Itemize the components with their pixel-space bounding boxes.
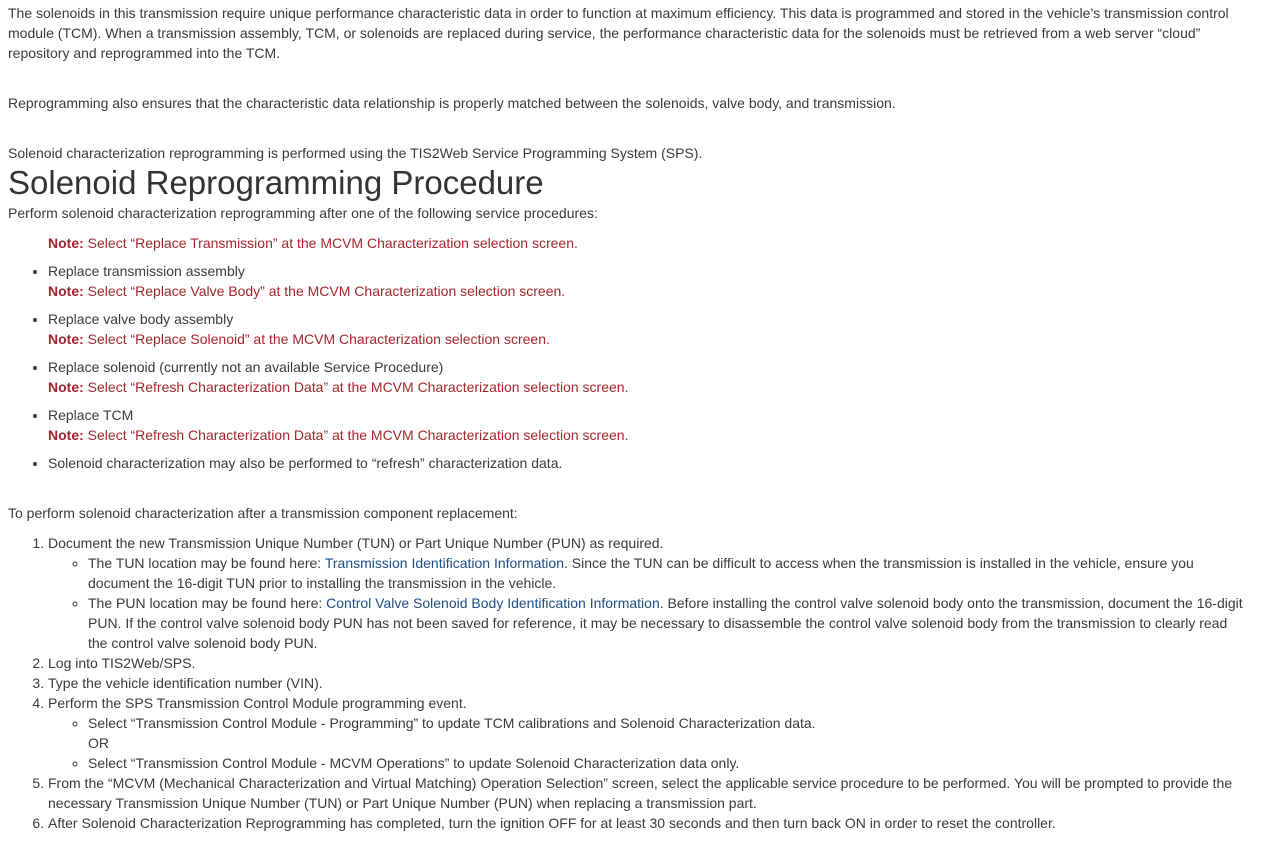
procedure-item-text: Replace TCM bbox=[48, 407, 134, 423]
step-1-sublist bbox=[48, 553, 1250, 653]
list-item bbox=[48, 261, 1250, 301]
or-text: OR bbox=[88, 735, 109, 751]
step-6: 6. After Solenoid Characterization Reprogramming has completed, turn the ignition OFF for at least 30 seconds and then turn back ON in order to reset the controller. bbox=[48, 813, 1250, 833]
tun-info-link[interactable]: Transmission Identification Information bbox=[324, 555, 564, 571]
step-1 bbox=[48, 533, 1250, 653]
procedure-note bbox=[48, 427, 628, 443]
procedure-item-text: Replace transmission assembly bbox=[48, 263, 245, 279]
sub-text: . Since the TUN can be difficult to access when the transmission is installed in the vehicle, ensure you document the 16-digit TUN prior to installing the transmission in the vehicle. bbox=[88, 555, 1194, 591]
sub-text: . Before installing the control valve solenoid body onto the transmission, document the 16-digit PUN. If the control valve solenoid body PUN has not been saved for reference, it may be necessary to disassemble the control valve solenoid body from the transmission to clearly read the control valve solenoid body PUN. bbox=[88, 595, 1243, 651]
intro-paragraph-3: Solenoid characterization reprogramming is performed using the TIS2Web Service Programming System (SPS). bbox=[8, 145, 703, 161]
step-2: 2. Log into TIS2Web/SPS. bbox=[48, 653, 1250, 673]
sub-text: The TUN location may be found here: bbox=[88, 555, 325, 571]
list-item: ◦ Select “Transmission Control Module - MCVM Operations” to update Solenoid Characterization data only. bbox=[88, 753, 1250, 773]
procedure-heading: Solenoid Reprogramming Procedure bbox=[8, 164, 544, 201]
note-label: Note: bbox=[48, 283, 84, 299]
pun-info-link[interactable]: Control Valve Solenoid Body Identification Information bbox=[326, 595, 660, 611]
step-4 bbox=[48, 693, 1250, 773]
note-text: Select “Replace Valve Body” at the MCVM Characterization selection screen. bbox=[87, 283, 566, 299]
procedure-note bbox=[48, 283, 565, 299]
list-item bbox=[88, 713, 1250, 753]
note-label: Note: bbox=[48, 331, 84, 347]
sub-text: The PUN location may be found here: bbox=[88, 595, 327, 611]
step-text: Document the new Transmission Unique Number (TUN) or Part Unique Number (PUN) as required. bbox=[48, 535, 664, 551]
lead-note bbox=[48, 233, 1250, 253]
note-label: Note: bbox=[48, 427, 84, 443]
intro-paragraph-1: The solenoids in this transmission require unique performance characteristic data in order to function at maximum efficiency. This data is programmed and stored in the vehicle’s transmission control module (TCM). When a transmission assembly, TCM, or solenoids are replaced during service, the performance characteristic data for the solenoids must be retrieved from a web server “cloud” repository and reprogrammed into the TCM. bbox=[8, 5, 1229, 61]
note-text: Select “Refresh Characterization Data” at the MCVM Characterization selection screen. bbox=[87, 379, 629, 395]
note-label: Note: bbox=[48, 235, 84, 251]
sub-text: Select “Transmission Control Module - Programming” to update TCM calibrations and Solenoid Characterization data. bbox=[88, 715, 816, 731]
procedure-note bbox=[48, 331, 550, 347]
list-item bbox=[48, 309, 1250, 349]
procedure-item-text: Replace solenoid (currently not an available Service Procedure) bbox=[48, 359, 444, 375]
procedure-lead: Perform solenoid characterization reprogramming after one of the following service procedures: bbox=[8, 205, 598, 221]
note-label: Note: bbox=[48, 379, 84, 395]
step-text: Perform the SPS Transmission Control Module programming event. bbox=[48, 695, 467, 711]
note-text: Select “Replace Solenoid” at the MCVM Characterization selection screen. bbox=[87, 331, 550, 347]
list-item bbox=[88, 553, 1250, 593]
intro-paragraph-2: Reprogramming also ensures that the characteristic data relationship is properly matched between the solenoids, valve body, and transmission. bbox=[8, 95, 896, 111]
step-4-sublist bbox=[48, 713, 1250, 773]
service-procedure-list bbox=[8, 261, 1250, 473]
note-text: Select “Replace Transmission” at the MCVM Characterization selection screen. bbox=[87, 235, 578, 251]
step-3: 3. Type the vehicle identification number (VIN). bbox=[48, 673, 1250, 693]
list-item bbox=[88, 593, 1250, 653]
list-item bbox=[48, 453, 1250, 473]
procedure-note bbox=[48, 379, 628, 395]
procedure-item-text: Solenoid characterization may also be performed to “refresh” characterization data. bbox=[48, 455, 563, 471]
steps-intro: To perform solenoid characterization after a transmission component replacement: bbox=[8, 505, 518, 521]
procedure-item-text: Replace valve body assembly bbox=[48, 311, 234, 327]
step-5: 5. From the “MCVM (Mechanical Characterization and Virtual Matching) Operation Selection” screen, select the applicable service procedure to be performed. You will be prompted to provide the necessary Transmission Unique Number (TUN) or Part Unique Number (PUN) when replacing a transmission part. bbox=[48, 773, 1250, 813]
list-item bbox=[48, 357, 1250, 397]
list-item bbox=[48, 405, 1250, 445]
steps-list bbox=[8, 533, 1250, 833]
note-text: Select “Refresh Characterization Data” at the MCVM Characterization selection screen. bbox=[87, 427, 629, 443]
